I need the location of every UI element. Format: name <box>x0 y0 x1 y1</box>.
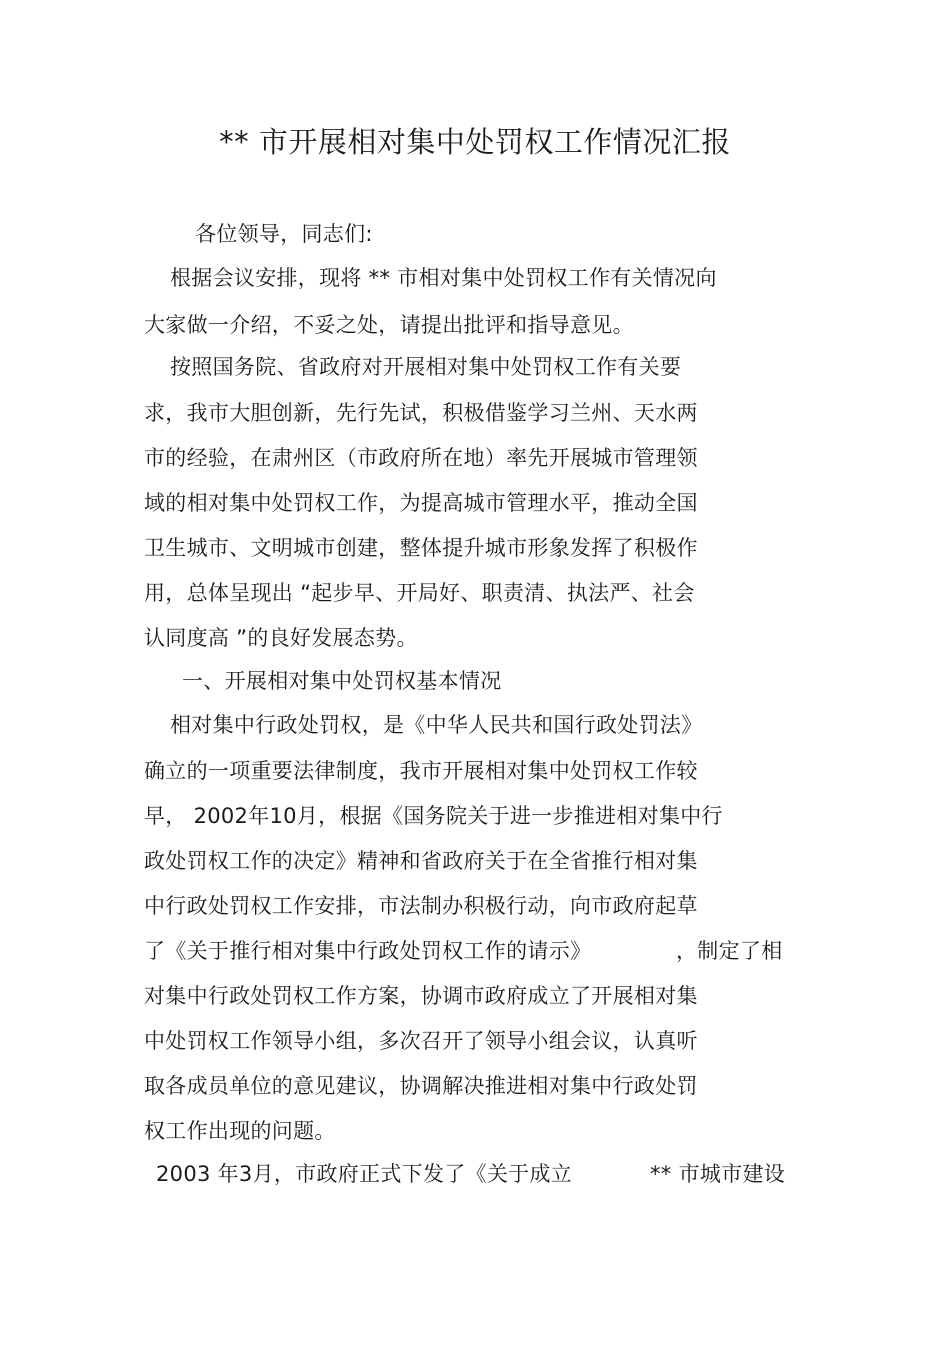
paragraph-line: 确立的一项重要法律制度，我市开展相对集中处罚权工作较 <box>144 759 698 783</box>
paragraph-line: 求，我市大胆创新，先行先试，积极借鉴学习兰州、天水两 <box>144 401 698 425</box>
paragraph-line: 认同度高 ”的良好发展态势。 <box>144 626 418 650</box>
salutation: 各位领导，同志们: <box>195 222 373 246</box>
paragraph-line: 域的相对集中处罚权工作，为提高城市管理水平，推动全国 <box>144 491 698 515</box>
paragraph-line: 中处罚权工作领导小组，多次召开了领导小组会议，认真听 <box>144 1029 698 1053</box>
section-heading: 一、开展相对集中处罚权基本情况 <box>182 669 502 693</box>
paragraph-line: 取各成员单位的意见建议，协调解决推进相对集中行政处罚 <box>144 1074 698 1098</box>
paragraph-line-tail: ，制定了相 <box>676 939 783 963</box>
paragraph-line: 了《关于推行相对集中行政处罚权工作的请示》 <box>144 939 592 963</box>
paragraph-line: 相对集中行政处罚权，是《中华人民共和国行政处罚法》 <box>170 713 703 737</box>
paragraph-line-tail: ** 市城市建设 <box>650 1162 786 1186</box>
document-title: ** 市开展相对集中处罚权工作情况汇报 <box>219 125 731 159</box>
paragraph-line: 卫生城市、文明城市创建，整体提升城市形象发挥了积极作 <box>144 536 698 560</box>
paragraph-line: 早， 2002年10月，根据《国务院关于进一步推进相对集中行 <box>144 804 723 828</box>
paragraph-line: 用，总体呈现出 “起步早、开局好、职责清、执法严、社会 <box>144 581 695 605</box>
paragraph-line: 权工作出现的问题。 <box>144 1119 336 1143</box>
paragraph-line: 政处罚权工作的决定》精神和省政府关于在全省推行相对集 <box>144 849 698 873</box>
paragraph-line: 根据会议安排，现将 ** 市相对集中处罚权工作有关情况向 <box>170 266 717 290</box>
paragraph-line: 按照国务院、省政府对开展相对集中处罚权工作有关要 <box>170 355 682 379</box>
paragraph-line: 中行政处罚权工作安排，市法制办积极行动，向市政府起草 <box>144 894 698 918</box>
paragraph-line: 2003 年3月，市政府正式下发了《关于成立 <box>156 1162 573 1186</box>
paragraph-line: 对集中行政处罚权工作方案，协调市政府成立了开展相对集 <box>144 984 698 1008</box>
paragraph-line: 大家做一介绍，不妥之处，请提出批评和指导意见。 <box>144 313 634 337</box>
paragraph-line: 市的经验，在肃州区（市政府所在地）率先开展城市管理领 <box>144 446 698 470</box>
